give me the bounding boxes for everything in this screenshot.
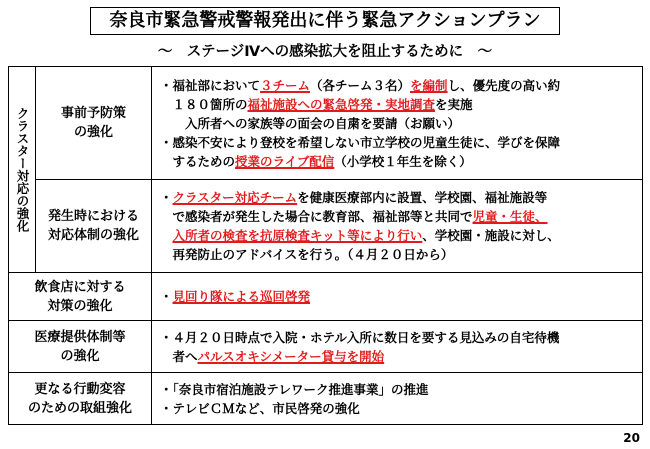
category-cell: [9, 67, 36, 273]
row-label-line: のための取組強化: [27, 400, 132, 416]
content-line: [160, 347, 636, 366]
content-text: （各チーム３名）: [310, 77, 411, 93]
row-label-line: 対応体制の強化: [47, 228, 139, 243]
highlighted-text: クラスター対応チーム: [172, 190, 298, 205]
highlighted-text: ３チーム: [260, 77, 311, 93]
row-label-line: 事前予防策: [60, 106, 126, 121]
row-content-cell: [152, 321, 643, 373]
content-line: [160, 380, 636, 399]
content-text: 再発防止のアドバイスを行う。（４月２０日から）: [160, 247, 454, 262]
content-line: [160, 133, 636, 152]
page-title: 奈良市緊急警戒警報発出に伴う緊急アクションプラン: [90, 7, 560, 35]
page-subtitle: ～ ステージⅣへの感染拡大を阻止するために ～: [157, 44, 493, 60]
content-text: するための: [160, 153, 236, 169]
category-label: クラスター対応の強化: [15, 107, 30, 232]
content-text: 者へ: [160, 348, 198, 364]
content-line: [160, 328, 636, 347]
table-row: [9, 67, 643, 180]
highlighted-text: 見回り隊による巡回啓発: [172, 289, 311, 304]
highlighted-text: 福祉施設への緊急啓発・実地調査: [247, 96, 436, 112]
content-line: [160, 76, 636, 95]
content-text: ・福祉部において: [160, 77, 261, 93]
table-row: [9, 321, 643, 373]
content-text: （小学校１年生を除く）: [334, 153, 472, 169]
highlighted-text: を編制: [410, 77, 448, 93]
content-text: で感染者が発生した場合に教育部、福祉部等と共同で: [160, 209, 473, 224]
row-label-cell: [36, 67, 152, 180]
content-line: [160, 114, 636, 133]
content-line: [160, 226, 636, 245]
content-text: を実施: [435, 96, 473, 112]
content-text: ・: [160, 190, 173, 205]
content-text: ・: [160, 289, 173, 304]
row-label-cell: [9, 321, 152, 373]
content-text: を健康医療部内に設置、学校園、福祉施設等: [297, 190, 548, 205]
row-label-line: 対策の強化: [47, 298, 113, 314]
row-label-cell: [9, 273, 152, 321]
content-text: し、優先度の高い約: [447, 77, 561, 93]
content-line: [160, 207, 636, 226]
table-row: [9, 273, 643, 321]
highlighted-text: 入所者の検査を抗原検査キット等により行い: [172, 228, 423, 243]
row-content-cell: [152, 373, 643, 425]
highlighted-text: 児童・生徒、: [472, 209, 548, 224]
row-label-line: の強化: [73, 125, 113, 140]
row-label-cell: [36, 180, 152, 273]
content-text: ・テレビＣＭなど、市民啓発の強化: [160, 400, 360, 416]
table-row: [9, 373, 643, 425]
row-label-line: の強化: [60, 348, 100, 364]
table-row: [9, 180, 643, 273]
row-label-line: 発生時における: [47, 209, 139, 224]
row-content-cell: [152, 273, 643, 321]
content-text: [160, 228, 173, 243]
page-number: 20: [623, 431, 640, 445]
content-text: ・４月２０日時点で入院・ホテル入所に数日を要する見込みの自宅待機: [160, 329, 560, 345]
row-label-cell: [9, 373, 152, 425]
highlighted-text: パルスオキシメーター貸与を開始: [197, 348, 385, 364]
highlighted-text: 授業のライブ配信: [235, 153, 335, 169]
row-content-cell: [152, 67, 643, 180]
row-label-line: 更なる行動変容: [34, 381, 126, 397]
row-content-cell: [152, 180, 643, 273]
content-line: [160, 245, 636, 264]
content-line: [160, 287, 636, 306]
content-line: [160, 399, 636, 418]
content-text: ・感染不安により登校を希望しない市立学校の児童生徒に、学びを保障: [160, 134, 561, 150]
content-text: ・「奈良市宿泊施設テレワーク推進事業」の推進: [160, 381, 429, 397]
content-line: [160, 188, 636, 207]
content-text: 入所者への家族等の面会の自粛を要請（お願い）: [160, 115, 461, 131]
content-text: 、学校園・施設に対し、: [422, 228, 560, 243]
content-line: [160, 95, 636, 114]
row-label-line: 医療提供体制等: [34, 329, 126, 345]
row-label-line: 飲食店に対する: [34, 279, 126, 295]
content-line: [160, 152, 636, 171]
action-plan-table: [8, 66, 643, 425]
content-text: １８０箇所の: [160, 96, 248, 112]
